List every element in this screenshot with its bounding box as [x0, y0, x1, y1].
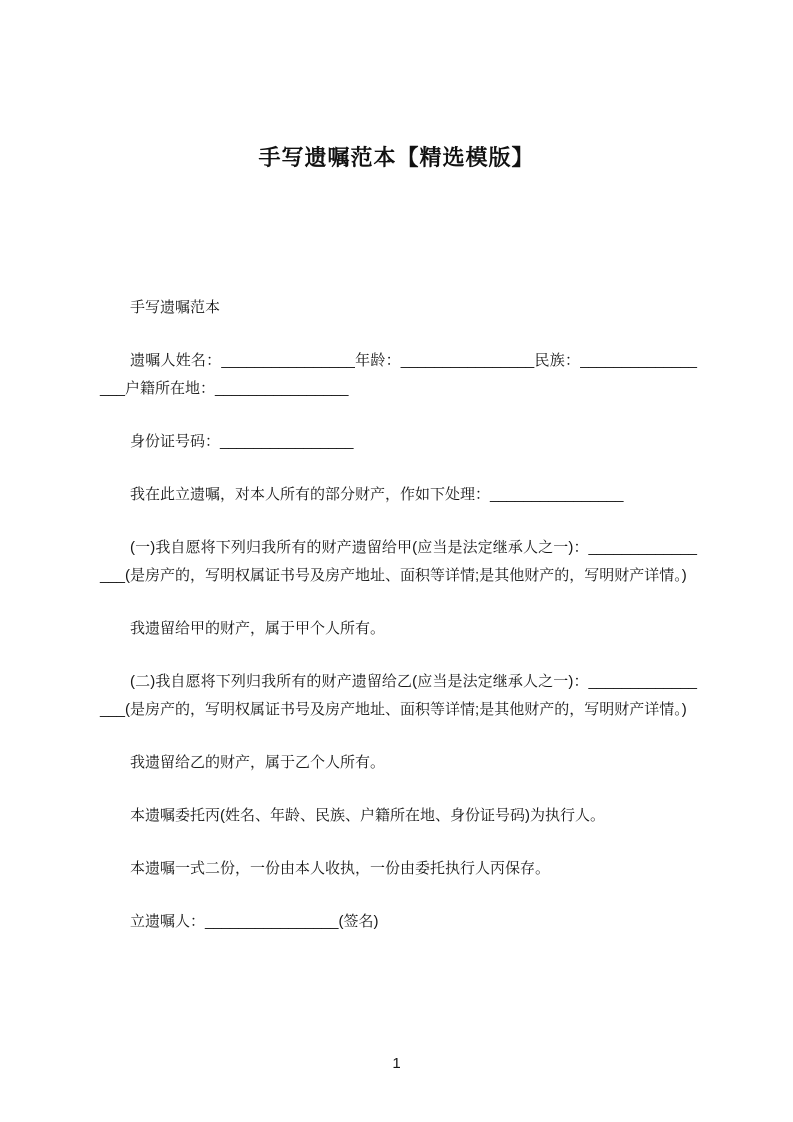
paragraph-bequest-b: (二)我自愿将下列归我所有的财产遗留给乙(应当是法定继承人之一)：________________(是房产的，写明权属证书号及房产地址、面积等详情;是其他财产的，写明财产详情。) — [100, 673, 697, 718]
paragraph-testator-info: 遗嘱人姓名：________________年龄：________________民族：_________________户籍所在地：________________ — [100, 352, 697, 397]
paragraph-signature: 立遗嘱人：________________(签名) — [130, 913, 379, 930]
paragraph-declaration: 我在此立遗嘱，对本人所有的部分财产，作如下处理：________________ — [130, 486, 624, 503]
paragraph-copies: 本遗嘱一式二份，一份由本人收执，一份由委托执行人丙保存。 — [130, 860, 551, 877]
paragraph-executor: 本遗嘱委托丙(姓名、年龄、民族、户籍所在地、身份证号码)为执行人。 — [130, 807, 605, 824]
page-number: 1 — [392, 1055, 401, 1072]
document-body — [0, 294, 793, 936]
paragraph-subtitle: 手写遗嘱范本 — [130, 299, 221, 316]
paragraph-ownership-b: 我遗留给乙的财产，属于乙个人所有。 — [130, 754, 386, 771]
paragraph-id-number: 身份证号码：________________ — [130, 433, 354, 450]
paragraph-bequest-a: (一)我自愿将下列归我所有的财产遗留给甲(应当是法定继承人之一)：________________(是房产的，写明权属证书号及房产地址、面积等详情;是其他财产的，写明财产详情。) — [100, 539, 697, 584]
document-title: 手写遗嘱范本【精选模版】 — [258, 145, 535, 170]
paragraph-ownership-a: 我遗留给甲的财产，属于甲个人所有。 — [130, 620, 386, 637]
